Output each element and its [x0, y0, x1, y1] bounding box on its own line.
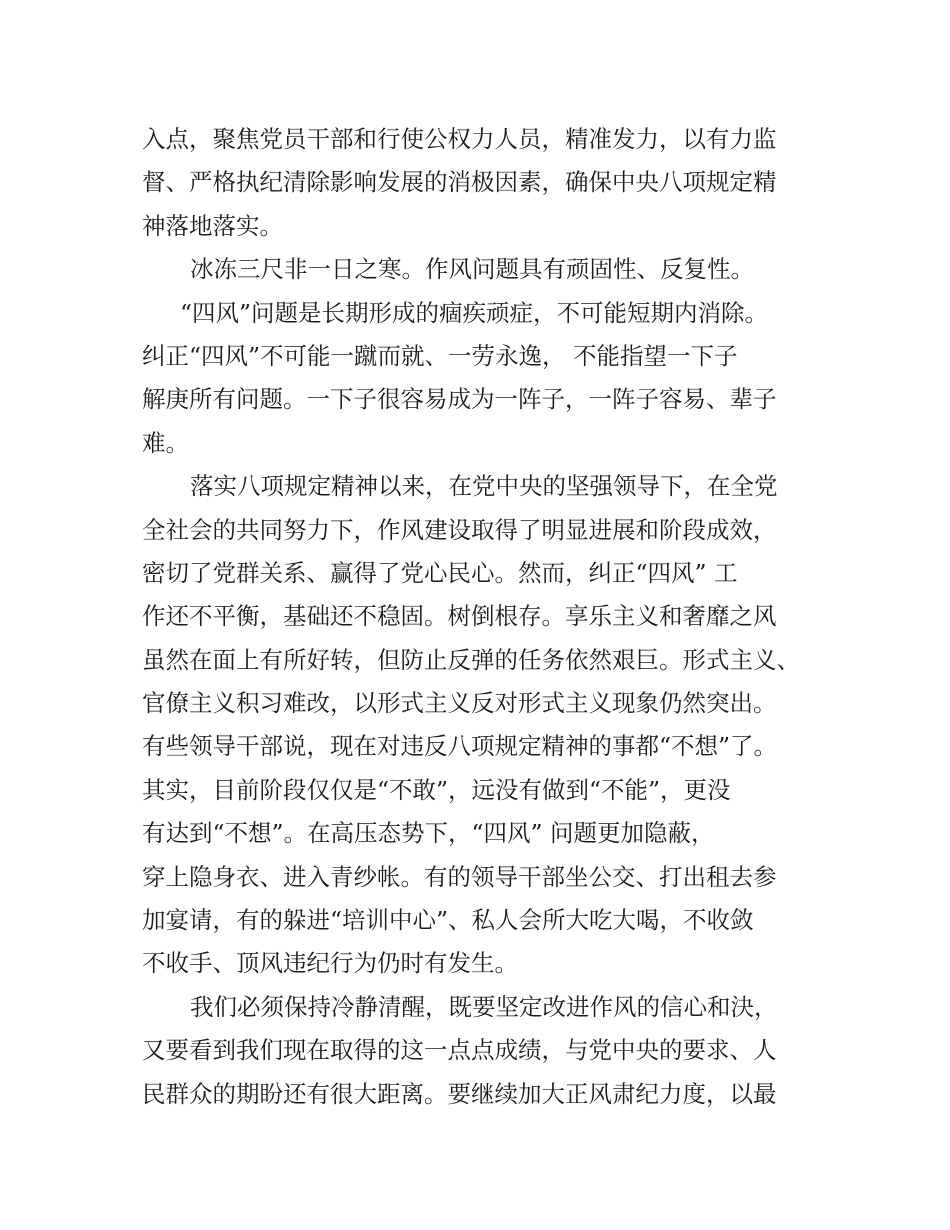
text-line: 解庚所有问题。一下子很容易成为一阵子，一阵子容易、辈子: [142, 385, 777, 414]
text-line: 有达到“不想”。在高压态势下，“四风” 问题更加隐蔽，: [142, 819, 715, 848]
text-line: 加宴请，有的躲进“培训中心”、私人会所大吃大喝，不收敛: [142, 906, 754, 935]
text-line: 纠正“四风”不可能一蹴而就、一劳永逸， 不能指望一下子: [142, 341, 738, 370]
text-line: 有些领导干部说，现在对违反八项规定精神的事都“不想”了。: [142, 732, 778, 761]
text-line: 虽然在面上有所好转，但防止反弹的任务依然艰巨。形式主义、: [142, 645, 800, 674]
text-line: 其实，目前阶段仅仅是“不敢”，远没有做到“不能”，更没: [142, 775, 731, 804]
text-line: 难。: [142, 428, 189, 457]
text-line: 入点，聚焦党员干部和行使公权力人员，精准发力，以有力监: [142, 125, 777, 153]
text-line: 民群众的期盼还有很大距离。要继续加大正风肃纪力度，以最: [142, 1079, 777, 1108]
text-line: 作还不平衡，基础还不稳固。树倒根存。享乐主义和奢靡之风: [142, 602, 777, 631]
document-body: [142, 118, 822, 1116]
text-line: 神落地落实。: [142, 211, 283, 240]
text-line: 不收手、顶风违纪行为仍时有发生。: [142, 949, 518, 978]
paragraph-start-line: 我们必须保持冷静清醒，既要坚定改进作风的信心和決，: [190, 992, 778, 1021]
paragraph-start-line: 落实八项规定精神以来，在党中央的坚强领导下，在全党: [190, 472, 778, 501]
paragraph-start-line: 冰冻三尺非一日之寒。作风问题具有顽固性、反复性。: [190, 255, 754, 284]
text-line: 又要看到我们现在取得的这一点点成绩，与党中央的要求、人: [142, 1036, 777, 1065]
text-line: 督、严格执纪清除影响发展的消极因素，确保中央八项规定精: [142, 168, 777, 197]
paragraph-start-line: “四风”问题是长期形成的痼疾顽症，不可能短期内消除。: [180, 298, 769, 327]
text-line: 密切了党群关系、赢得了党心民心。然而，纠正“四风” 工: [142, 558, 738, 587]
text-line: 官僚主义积习难改，以形式主义反对形式主义现象仍然突出。: [142, 689, 777, 718]
text-line: 全社会的共同努力下，作风建设取得了明显进展和阶段成效，: [142, 515, 777, 544]
text-line: 穿上隐身衣、进入青纱帐。有的领导干部坐公交、打出租去参: [142, 862, 777, 891]
